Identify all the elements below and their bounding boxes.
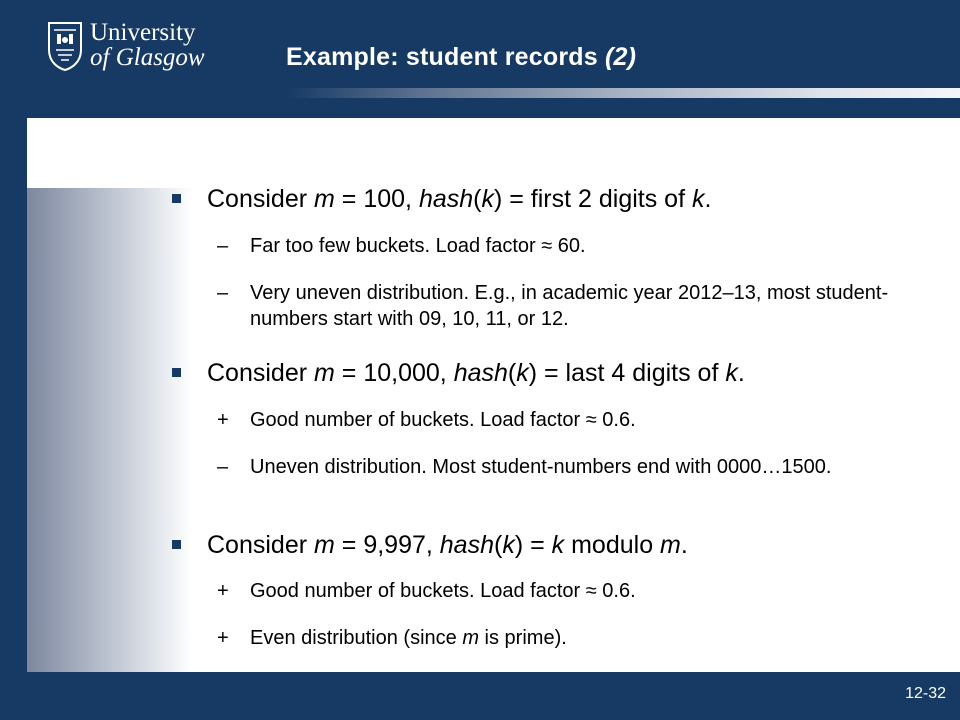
sub-marker: –	[217, 282, 229, 304]
bullet-square-icon	[172, 194, 181, 203]
sub-text: Good number of buckets. Load factor ≈ 0.6.	[250, 409, 636, 431]
slide-body	[27, 118, 960, 672]
slide-title	[286, 43, 636, 72]
crest-icon	[46, 20, 84, 72]
sub-text: Far too few buckets. Load factor ≈ 60.	[250, 235, 586, 257]
sub-text: Good number of buckets. Load factor ≈ 0.6.	[250, 580, 636, 602]
bullet-2-text: Consider m = 10,000, hash(k) = last 4 digits of k.	[207, 359, 745, 387]
bullet-3-text: Consider m = 9,997, hash(k) = k modulo m.	[207, 531, 688, 559]
sub-marker: +	[217, 580, 229, 602]
logo-line-1: University	[90, 19, 196, 46]
bullet-square-icon	[172, 368, 181, 377]
sub-marker: +	[217, 627, 229, 649]
slide-header	[0, 0, 960, 118]
sub-text: Even distribution (since m is prime).	[250, 627, 567, 649]
sub-text: Very uneven distribution. E.g., in academic year 2012–13, most student-numbers start with 09, 10, 11, or 12.	[250, 282, 889, 330]
underline-gradient	[286, 88, 960, 98]
sub-marker: –	[217, 235, 229, 257]
sub-marker: +	[217, 409, 229, 431]
logo-line-2: of Glasgow	[90, 44, 205, 71]
slide-title-main: Example: student records	[286, 43, 605, 71]
slide-title-suffix: (2)	[604, 43, 637, 71]
page-number: 12-32	[905, 685, 946, 702]
university-logo	[38, 18, 218, 82]
sub-text: Uneven distribution. Most student-numbers end with 0000…1500.	[250, 456, 832, 478]
sub-marker: –	[217, 456, 229, 478]
slide-footer	[0, 672, 960, 720]
bullet-list	[27, 118, 960, 672]
bullet-1-text: Consider m = 100, hash(k) = first 2 digits of k.	[207, 185, 712, 213]
bullet-square-icon	[172, 540, 181, 549]
